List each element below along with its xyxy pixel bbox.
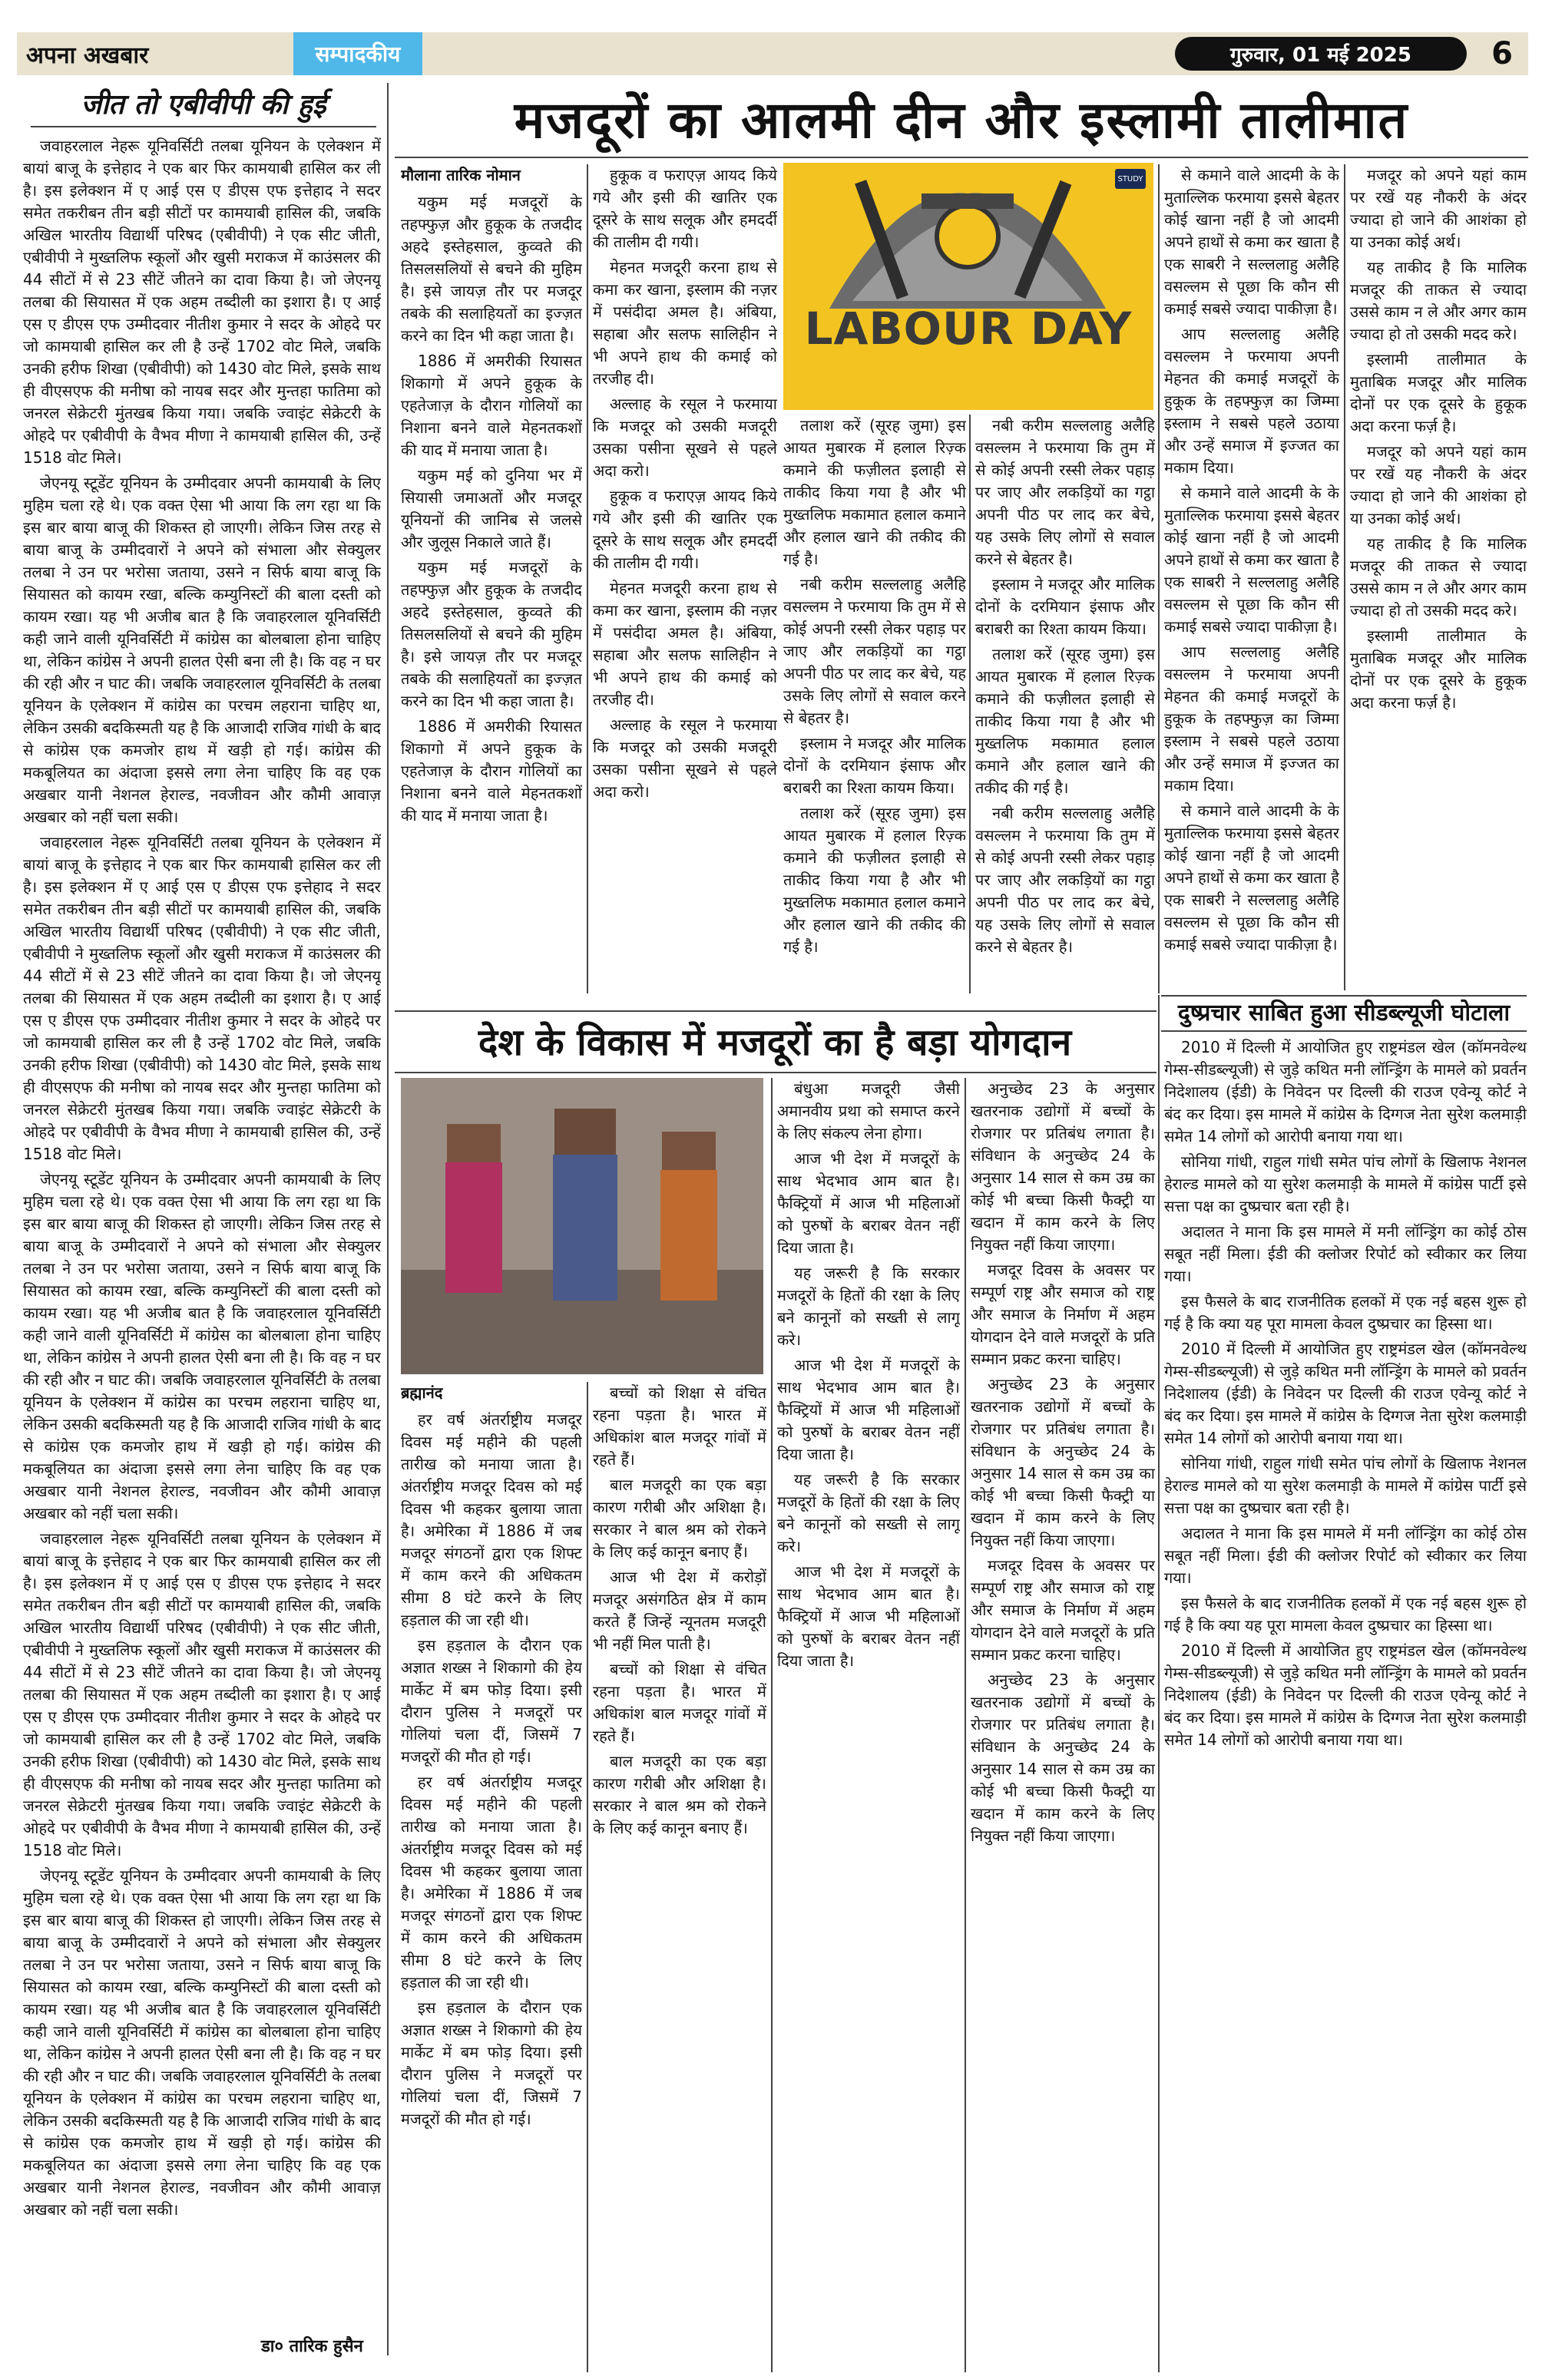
paragraph: जेएनयू स्टूडेंट यूनियन के उम्मीदवार अपनी कामयाबी के लिए मुहिम चला रहे थे। एक वक्त ऐसा भी आया कि लग रहा था कि इस बार बाया बाजू की शिकस्त हो जाएगी। लेकिन जिस तरह से बाया बाजू के उम्मीदवारों ने अपने को संभाला और सेक्युलर तलबा ने उन पर भरोसा जताया, उसने न सिर्फ बाया बाजू कि सियासत को कायम रखा, बल्कि कम्युनिस्टों की बाला दस्ती को कायम रखा। यह भी अजीब बात है कि जवाहरलाल यूनिवर्सिटी कही जाने वाली यूनिवर्सिटी में कांग्रेस का बोलबाला होना चाहिए था, लेकिन कांग्रेस ने अपनी हालत ऐसी बना ली है। कि वह न घर की रही और न घाट की। जबकि जवाहरलाल यूनिवर्सिटी के तलबा यूनियन के एलेक्शन में कांग्रेस का परचम लहराना चाहिए था, लेकिन उसकी बदकिस्मती यह है कि आजादी राजिव गांधी के बाद से कांग्रेस एक कमजोर हाथ में खड़ी हो गई। कांग्रेस की मकबूलियत का अंदाजा इससे लगा लेना चाहिए कि वह एक अखबार यानी नेशनल हेराल्ड, नवजीवन और कौमी आवाज़ अखबार को नहीं चला सकी।: [23, 474, 381, 826]
paragraph: अल्लाह के रसूल ने फरमाया कि मजदूर को उसकी मजदूरी उसका पसीना सूखने से पहले अदा करो।: [593, 395, 777, 480]
issue-date: गुरुवार, 01 मई 2025: [1175, 37, 1467, 71]
second-col-2: [593, 1382, 766, 2372]
paragraph: जवाहरलाल नेहरू यूनिवर्सिटी तलबा यूनियन के एलेक्शन में बायां बाजू के इत्तेहाद ने एक बार फिर कामयाबी हासिल कर ली है। इस इलेक्शन में ए आई एस ए डीएस एफ इत्तेहाद ने सदर समेत तकरीबन तीन बड़ी सीटों पर कामयाबी हासिल की, जबकि अखिल भारतीय विद्यार्थी परिषद (एबीवीपी) ने एक सीट जीती, एबीवीपी ने मुख्तलिफ स्कूलों और खुसी मराकज में काउंसलर की 44 सीटों में से 23 सीटें जीतने का दावा किया है। जो जेएनयू तलबा की सियासत में एक अहम तब्दीली का इशारा है। ए आई एस ए डीएस एफ उम्मीदवार नीतीश कुमार ने सदर के ओहदे पर जो कामयाबी हासिल कर ली है उन्हें 1702 वोट मिले, जबकि उनकी हरीफ शिखा (एबीवीपी) को 1430 वोट मिले, इसके साथ ही वीएसएफ की मनीषा को नायब सदर और मुन्तहा फातिमा को जनरल सेक्रेटरी मुंतखब किया गया। जबकि ज्वाइंट सेक्रेटरी के ओहदे पर एबीवीपी के वैभव मीणा ने कामयाबी हासिल की, उन्हें 1518 वोट मिले।: [23, 137, 381, 467]
paragraph: बच्चों को शिक्षा से वंचित रहना पड़ता है। भारत में अधिकांश बाल मजदूर गांवों में रहते हैं।: [593, 1660, 766, 1745]
paragraph: बाल मजदूरी का एक बड़ा कारण गरीबी और अशिक्षा है। सरकार ने बाल श्रम को रोकने के लिए कई कानून बनाए हैं।: [593, 1476, 766, 1561]
paragraph: जवाहरलाल नेहरू यूनिवर्सिटी तलबा यूनियन के एलेक्शन में बायां बाजू के इत्तेहाद ने एक बार फिर कामयाबी हासिल कर ली है। इस इलेक्शन में ए आई एस ए डीएस एफ इत्तेहाद ने सदर समेत तकरीबन तीन बड़ी सीटों पर कामयाबी हासिल की, जबकि अखिल भारतीय विद्यार्थी परिषद (एबीवीपी) ने एक सीट जीती, एबीवीपी ने मुख्तलिफ स्कूलों और खुसी मराकज में काउंसलर की 44 सीटों में से 23 सीटें जीतने का दावा किया है। जो जेएनयू तलबा की सियासत में एक अहम तब्दीली का इशारा है। ए आई एस ए डीएस एफ उम्मीदवार नीतीश कुमार ने सदर के ओहदे पर जो कामयाबी हासिल कर ली है उन्हें 1702 वोट मिले, जबकि उनकी हरीफ शिखा (एबीवीपी) को 1430 वोट मिले, इसके साथ ही वीएसएफ की मनीषा को नायब सदर और मुन्तहा फातिमा को जनरल सेक्रेटरी मुंतखब किया गया। जबकि ज्वाइंट सेक्रेटरी के ओहदे पर एबीवीपी के वैभव मीणा ने कामयाबी हासिल की, उन्हें 1518 वोट मिले।: [23, 1529, 381, 1859]
headline-rule: [395, 157, 1528, 158]
labour-day-graphic: [783, 163, 1153, 410]
tools-illustration: [783, 163, 1153, 410]
masthead: [17, 32, 1528, 75]
paragraph: आज भी देश में मजदूरों के साथ भेदभाव आम बात है। फैक्ट्रियों में आज भी महिलाओं को पुरुषों के बराबर वेतन नहीं दिया जाता है।: [777, 1562, 960, 1670]
paragraph: यह जरूरी है कि सरकार मजदूरों के हितों की रक्षा के लिए बने कानूनों को सख्ती से लागू करे।: [777, 1470, 960, 1555]
paragraph: इस्लामी तालीमात के मुताबिक मजदूर और मालिक दोनों पर एक दूसरे के हुकूक अदा करना फर्ज़ है।: [1350, 626, 1527, 712]
paragraph: अल्लाह के रसूल ने फरमाया कि मजदूर को उसकी मजदूरी उसका पसीना सूखने से पहले अदा करो।: [593, 716, 777, 801]
paragraph: यकुम मई मजदूरों के तहफ्फुज़ और हुकूक के तजदीद अहदे इस्तेहसाल, कुव्वते की तिसलसलियों से बचने की मुहिम है। इसे जायज़ तौर पर मजदूर तबके की सलाहियतों का इज्ज़त करने का दिन भी कहा जाता है।: [401, 193, 582, 345]
paragraph: यह ताकीद है कि मालिक मजदूर की ताकत से ज्यादा उससे काम न ले और अगर काम ज्यादा हो तो उसकी मदद करे।: [1350, 258, 1527, 343]
main-col-4: [1164, 164, 1339, 990]
labour-day-text: LABOUR DAY: [804, 302, 1133, 355]
paragraph: से कमाने वाले आदमी के के मुताल्लिक फरमाया इससे बेहतर कोई खाना नहीं है जो आदमी अपने हाथों से कमा कर खाता है एक साबरी ने सल्ललाहु अलैहि वसल्लम से पूछा कि कौन सी कमाई सबसे ज्यादा पाकीज़ा है।: [1164, 802, 1339, 954]
paragraph: इस्लाम ने मजदूर और मालिक दोनों के दरमियान इंसाफ और बराबरी का रिश्ता कायम किया।: [783, 734, 966, 797]
paragraph: इस हड़ताल के दौरान एक अज्ञात शख्स ने शिकागो की हेय मार्केट में बम फोड़ दिया। इसी दौरान पुलिस ने मजदूरों पर गोलियां चला दीं, जिसमें 7 मजदूरों की मौत हो गई।: [401, 1636, 582, 1766]
paragraph: तलाश करें (सूरह जुमा) इस आयत मुबारक में हलाल रिज़्क कमाने की फज़ीलत इलाही से ताकीद किया गया है और भी मुख्तलिफ मकामात हलाल कमाने और हलाल खाने की तकीद की गई है।: [783, 804, 966, 956]
paragraph: 1886 में अमरीकी रियासत शिकागो में अपने हुकूक के एहतेजाज़ के दौरान गोलियों का निशाना बनने वाले मेहनतकशों की याद में मनाया जाता है।: [401, 352, 582, 459]
second-headline: देश के विकास में मजदूरों का है बड़ा योगदान: [478, 1021, 1072, 1064]
paragraph: अदालत ने माना कि इस मामले में मनी लॉन्ड्रिंग का कोई ठोस सबूत नहीं मिला। ईडी की क्लोजर रिपोर्ट को स्वीकार कर लिया गया।: [1164, 1222, 1527, 1285]
col-divider: [1158, 164, 1160, 993]
col-divider: [587, 164, 588, 993]
paragraph: 2010 में दिल्ली में आयोजित हुए राष्ट्रमंडल खेल (कॉमनवेल्थ गेम्स-सीडब्ल्यूजी) से जुड़े कथित मनी लॉन्ड्रिंग के मामले को प्रवर्तन निदेशालय (ईडी) के निवेदन पर दिल्ली की राउज एवेन्यू कोर्ट ने बंद कर दिया। इस मामले में कांग्रेस के दिग्गज नेता सुरेश कलमाड़ी समेत 14 लोगों को आरोपी बनाया गया था।: [1164, 1340, 1527, 1447]
paragraph: जेएनयू स्टूडेंट यूनियन के उम्मीदवार अपनी कामयाबी के लिए मुहिम चला रहे थे। एक वक्त ऐसा भी आया कि लग रहा था कि इस बार बाया बाजू की शिकस्त हो जाएगी। लेकिन जिस तरह से बाया बाजू के उम्मीदवारों ने अपने को संभाला और सेक्युलर तलबा ने उन पर भरोसा जताया, उसने न सिर्फ बाया बाजू कि सियासत को कायम रखा, बल्कि कम्युनिस्टों की बाला दस्ती को कायम रखा। यह भी अजीब बात है कि जवाहरलाल यूनिवर्सिटी कही जाने वाली यूनिवर्सिटी में कांग्रेस का बोलबाला होना चाहिए था, लेकिन कांग्रेस ने अपनी हालत ऐसी बना ली है। कि वह न घर की रही और न घाट की। जबकि जवाहरलाल यूनिवर्सिटी के तलबा यूनियन के एलेक्शन में कांग्रेस का परचम लहराना चाहिए था, लेकिन उसकी बदकिस्मती यह है कि आजादी राजिव गांधी के बाद से कांग्रेस एक कमजोर हाथ में खड़ी हो गई। कांग्रेस की मकबूलियत का अंदाजा इससे लगा लेना चाहिए कि वह एक अखबार यानी नेशनल हेराल्ड, नवजीवन और कौमी आवाज़ अखबार को नहीं चला सकी।: [23, 1866, 381, 2219]
main-col-5: [1350, 164, 1527, 990]
second-byline: ब्रह्मानंद: [401, 1383, 443, 1402]
paragraph: 1886 में अमरीकी रियासत शिकागो में अपने हुकूक के एहतेजाज़ के दौरान गोलियों का निशाना बनने वाले मेहनतकशों की याद में मनाया जाता है।: [401, 717, 582, 825]
col-divider: [1158, 995, 1160, 2372]
col-divider: [1344, 164, 1345, 990]
paragraph: नबी करीम सल्ललाहु अलैहि वसल्लम ने फरमाया कि तुम में से कोई अपनी रस्सी लेकर पहाड़ पर जाए और लकड़ियों का गट्ठा अपनी पीठ पर लाद कर बेचे, यह उसके लिए लोगों से सवाल करने से बेहतर है।: [975, 804, 1155, 956]
paragraph: आज भी देश में मजदूरों के साथ भेदभाव आम बात है। फैक्ट्रियों में आज भी महिलाओं को पुरुषों के बराबर वेतन नहीं दिया जाता है।: [777, 1149, 960, 1257]
paragraph: मजदूर को अपने यहां काम पर रखें यह नौकरी के अंदर ज्यादा हो जाने की आशंका हो या उनका कोई अर्थ।: [1350, 166, 1527, 251]
paragraph: इस हड़ताल के दौरान एक अज्ञात शख्स ने शिकागो की हेय मार्केट में बम फोड़ दिया। इसी दौरान पुलिस ने मजदूरों पर गोलियां चला दीं, जिसमें 7 मजदूरों की मौत हो गई।: [401, 1998, 582, 2128]
col-divider: [771, 1078, 773, 2372]
workers-photo-illustration: [401, 1078, 763, 1374]
paragraph: यकुम मई मजदूरों के तहफ्फुज़ और हुकूक के तजदीद अहदे इस्तेहसाल, कुव्वते की तिसलसलियों से बचने की मुहिम है। इसे जायज़ तौर पर मजदूर तबके की सलाहियतों का इज्ज़त करने का दिन भी कहा जाता है।: [401, 558, 582, 710]
paragraph: बच्चों को शिक्षा से वंचित रहना पड़ता है। भारत में अधिकांश बाल मजदूर गांवों में रहते हैं।: [593, 1383, 766, 1469]
main-byline: मौलाना तारिक नोमान: [401, 166, 521, 184]
paragraph: से कमाने वाले आदमी के के मुताल्लिक फरमाया इससे बेहतर कोई खाना नहीं है जो आदमी अपने हाथों से कमा कर खाता है एक साबरी ने सल्ललाहु अलैहि वसल्लम से पूछा कि कौन सी कमाई सबसे ज्यादा पाकीज़ा है।: [1164, 484, 1339, 636]
paragraph: मजदूर दिवस के अवसर पर सम्पूर्ण राष्ट्र और समाज को राष्ट्र और समाज के निर्माण में अहम योगदान देने वाले मजदूरों के प्रति सम्मान प्रकट करना चाहिए।: [971, 1556, 1155, 1664]
paragraph: नबी करीम सल्ललाहु अलैहि वसल्लम ने फरमाया कि तुम में से कोई अपनी रस्सी लेकर पहाड़ पर जाए और लकड़ियों का गट्ठा अपनी पीठ पर लाद कर बेचे, यह उसके लिए लोगों से सवाल करने से बेहतर है।: [975, 416, 1155, 568]
left-editorial-title: जीत तो एबीवीपी की हुई: [81, 89, 326, 121]
paragraph: यह जरूरी है कि सरकार मजदूरों के हितों की रक्षा के लिए बने कानूनों को सख्ती से लागू करे।: [777, 1264, 960, 1349]
paragraph: इस फैसले के बाद राजनीतिक हलकों में एक नई बहस शुरू हो गई है कि क्या यह पूरा मामला केवल दुष्प्रचार का हिस्सा था।: [1164, 1292, 1527, 1333]
paragraph: नबी करीम सल्ललाहु अलैहि वसल्लम ने फरमाया कि तुम में से कोई अपनी रस्सी लेकर पहाड़ पर जाए और लकड़ियों का गट्ठा अपनी पीठ पर लाद कर बेचे, यह उसके लिए लोगों से सवाल करने से बेहतर है।: [783, 575, 966, 727]
paragraph: सोनिया गांधी, राहुल गांधी समेत पांच लोगों के खिलाफ नेशनल हेराल्ड मामले को या सुरेश कलमाड़ी के मामले में कांग्रेस पार्टी इसे सत्ता पक्ष का दुष्प्रचार बता रही है।: [1164, 1152, 1527, 1215]
paragraph: से कमाने वाले आदमी के के मुताल्लिक फरमाया इससे बेहतर कोई खाना नहीं है जो आदमी अपने हाथों से कमा कर खाता है एक साबरी ने सल्ललाहु अलैहि वसल्लम से पूछा कि कौन सी कमाई सबसे ज्यादा पाकीज़ा है।: [1164, 166, 1339, 318]
main-col-2: [593, 164, 777, 993]
paragraph: जेएनयू स्टूडेंट यूनियन के उम्मीदवार अपनी कामयाबी के लिए मुहिम चला रहे थे। एक वक्त ऐसा भी आया कि लग रहा था कि इस बार बाया बाजू की शिकस्त हो जाएगी। लेकिन जिस तरह से बाया बाजू के उम्मीदवारों ने अपने को संभाला और सेक्युलर तलबा ने उन पर भरोसा जताया, उसने न सिर्फ बाया बाजू कि सियासत को कायम रखा, बल्कि कम्युनिस्टों की बाला दस्ती को कायम रखा। यह भी अजीब बात है कि जवाहरलाल यूनिवर्सिटी कही जाने वाली यूनिवर्सिटी में कांग्रेस का बोलबाला होना चाहिए था, लेकिन कांग्रेस ने अपनी हालत ऐसी बना ली है। कि वह न घर की रही और न घाट की। जबकि जवाहरलाल यूनिवर्सिटी के तलबा यूनियन के एलेक्शन में कांग्रेस का परचम लहराना चाहिए था, लेकिन उसकी बदकिस्मती यह है कि आजादी राजिव गांधी के बाद से कांग्रेस एक कमजोर हाथ में खड़ी हो गई। कांग्रेस की मकबूलियत का अंदाजा इससे लगा लेना चाहिए कि वह एक अखबार यानी नेशनल हेराल्ड, नवजीवन और कौमी आवाज़ अखबार को नहीं चला सकी।: [23, 1170, 381, 1522]
paragraph: अनुच्छेद 23 के अनुसार खतरनाक उद्योगों में बच्चों के रोजगार पर प्रतिबंध लगाता है। संविधान के अनुच्छेद 24 के अनुसार 14 साल से कम उम्र का कोई भी बच्चा किसी फैक्ट्री या खदान में काम करने के लिए नियुक्त नहीं किया जाएगा।: [971, 1671, 1155, 1845]
paragraph: बाल मजदूरी का एक बड़ा कारण गरीबी और अशिक्षा है। सरकार ने बाल श्रम को रोकने के लिए कई कानून बनाए हैं।: [593, 1752, 766, 1837]
paragraph: आप सल्ललाहु अलैहि वसल्लम ने फरमाया अपनी मेहनत की कमाई मजदूरों के हुकूक के तहफ्फुज़ का जिम्मा इस्लाम ने सबसे पहले उठाया और उन्हें समाज में इज्जत का मकाम दिया।: [1164, 643, 1339, 795]
paragraph: मजदूर दिवस के अवसर पर सम्पूर्ण राष्ट्र और समाज को राष्ट्र और समाज के निर्माण में अहम योगदान देने वाले मजदूरों के प्रति सम्मान प्रकट करना चाहिए।: [971, 1261, 1155, 1368]
paragraph: हुकूक व फराएज़ आयद किये गये और इसी की खातिर एक दूसरे के साथ सलूक और हमदर्दी की तालीम दी गयी।: [593, 487, 777, 572]
paragraph: यकुम मई को दुनिया भर में सियासी जमाअतों और मजदूर यूनियनों की जानिब से जलसे और जुलूस निकाले जाते हैं।: [401, 466, 582, 551]
paragraph: हर वर्ष अंतर्राष्ट्रीय मजदूर दिवस मई महीने की पहली तारीख को मनाया जाता है। अंतर्राष्ट्रीय मजदूर दिवस को मई दिवस भी कहकर बुलाया जाता है। अमेरिका में 1886 में जब मजदूर संगठनों द्वारा एक शिफ्ट में काम करने की अधिकतम सीमा 8 घंटे करने के लिए हड़ताल की जा रही थी।: [401, 1410, 582, 1629]
paragraph: आज भी देश में करोड़ों मजदूर असंगठित क्षेत्र में काम करते हैं जिन्हें न्यूनतम मजदूरी भी नहीं मिल पाती है।: [593, 1568, 766, 1653]
third-body: [1164, 1036, 1527, 2372]
paragraph: अनुच्छेद 23 के अनुसार खतरनाक उद्योगों में बच्चों के रोजगार पर प्रतिबंध लगाता है। संविधान के अनुच्छेद 24 के अनुसार 14 साल से कम उम्र का कोई भी बच्चा किसी फैक्ट्री या खदान में काम करने के लिए नियुक्त नहीं किया जाएगा।: [971, 1079, 1155, 1254]
paragraph: इस्लामी तालीमात के मुताबिक मजदूर और मालिक दोनों पर एक दूसरे के हुकूक अदा करना फर्ज़ है।: [1350, 350, 1527, 435]
section-tab: सम्पादकीय: [293, 32, 422, 75]
paper-name: अपना अखबार: [17, 32, 293, 75]
paragraph: जवाहरलाल नेहरू यूनिवर्सिटी तलबा यूनियन के एलेक्शन में बायां बाजू के इत्तेहाद ने एक बार फिर कामयाबी हासिल कर ली है। इस इलेक्शन में ए आई एस ए डीएस एफ इत्तेहाद ने सदर समेत तकरीबन तीन बड़ी सीटों पर कामयाबी हासिल की, जबकि अखिल भारतीय विद्यार्थी परिषद (एबीवीपी) ने एक सीट जीती, एबीवीपी ने मुख्तलिफ स्कूलों और खुसी मराकज में काउंसलर की 44 सीटों में से 23 सीटें जीतने का दावा किया है। जो जेएनयू तलबा की सियासत में एक अहम तब्दीली का इशारा है। ए आई एस ए डीएस एफ उम्मीदवार नीतीश कुमार ने सदर के ओहदे पर जो कामयाबी हासिल कर ली है उन्हें 1702 वोट मिले, जबकि उनकी हरीफ शिखा (एबीवीपी) को 1430 वोट मिले, इसके साथ ही वीएसएफ की मनीषा को नायब सदर और मुन्तहा फातिमा को जनरल सेक्रेटरी मुंतखब किया गया। जबकि ज्वाइंट सेक्रेटरी के ओहदे पर एबीवीपी के वैभव मीणा ने कामयाबी हासिल की, उन्हें 1518 वोट मिले।: [23, 833, 381, 1163]
main-col-1: [401, 164, 582, 993]
third-headline: दुष्प्रचार साबित हुआ सीडब्ल्यूजी घोटाला: [1161, 995, 1527, 1032]
left-signature: डा० तारिक हुसैन: [261, 2337, 363, 2356]
paragraph: मेहनत मजदूरी करना हाथ से कमा कर खाना, इस्लाम की नज़र में पसंदीदा अमल है। अंबिया, सहाबा और सलफ सालिहीन ने भी अपने हाथ की कमाई को तरजीह दी।: [593, 579, 777, 709]
paragraph: मजदूर को अपने यहां काम पर रखें यह नौकरी के अंदर ज्यादा हो जाने की आशंका हो या उनका कोई अर्थ।: [1350, 442, 1527, 527]
main-col-3b: [975, 415, 1155, 993]
paragraph: तलाश करें (सूरह जुमा) इस आयत मुबारक में हलाल रिज़्क कमाने की फज़ीलत इलाही से ताकीद किया गया है और भी मुख्तलिफ मकामात हलाल कमाने और हलाल खाने की तकीद की गई है।: [975, 645, 1155, 797]
workers-photo: [401, 1078, 763, 1374]
paragraph: अदालत ने माना कि इस मामले में मनी लॉन्ड्रिंग का कोई ठोस सबूत नहीं मिला। ईडी की क्लोजर रिपोर्ट को स्वीकार कर लिया गया।: [1164, 1524, 1527, 1587]
paragraph: आप सल्ललाहु अलैहि वसल्लम ने फरमाया अपनी मेहनत की कमाई मजदूरों के हुकूक के तहफ्फुज़ का जिम्मा इस्लाम ने सबसे पहले उठाया और उन्हें समाज में इज्जत का मकाम दिया।: [1164, 325, 1339, 477]
paragraph: तलाश करें (सूरह जुमा) इस आयत मुबारक में हलाल रिज़्क कमाने की फज़ीलत इलाही से ताकीद किया गया है और भी मुख्तलिफ मकामात हलाल कमाने और हलाल खाने की तकीद की गई है।: [783, 416, 966, 568]
second-col-4: [971, 1078, 1155, 2372]
title-rule: [31, 126, 376, 127]
paragraph: सोनिया गांधी, राहुल गांधी समेत पांच लोगों के खिलाफ नेशनल हेराल्ड मामले को या सुरेश कलमाड़ी के मामले में कांग्रेस पार्टी इसे सत्ता पक्ष का दुष्प्रचार बता रही है।: [1164, 1454, 1527, 1517]
paragraph: बंधुआ मजदूरी जैसी अमानवीय प्रथा को समाप्त करने के लिए संकल्प लेना होगा।: [777, 1079, 960, 1142]
col-divider: [965, 1078, 966, 2372]
paragraph: इस फैसले के बाद राजनीतिक हलकों में एक नई बहस शुरू हो गई है कि क्या यह पूरा मामला केवल दुष्प्रचार का हिस्सा था।: [1164, 1594, 1527, 1635]
study-logo: STUDY: [1115, 169, 1146, 189]
paragraph: आज भी देश में मजदूरों के साथ भेदभाव आम बात है। फैक्ट्रियों में आज भी महिलाओं को पुरुषों के बराबर वेतन नहीं दिया जाता है।: [777, 1356, 960, 1463]
left-editorial-body: [23, 135, 381, 2329]
section-rule: [395, 1072, 1156, 1073]
page-number: 6: [1476, 32, 1528, 75]
paragraph: हुकूक व फराएज़ आयद किये गये और इसी की खातिर एक दूसरे के साथ सलूक और हमदर्दी की तालीम दी गयी।: [593, 166, 777, 251]
second-col-3: [777, 1078, 960, 2372]
col-divider: [587, 1382, 588, 2372]
paragraph: अनुच्छेद 23 के अनुसार खतरनाक उद्योगों में बच्चों के रोजगार पर प्रतिबंध लगाता है। संविधान के अनुच्छेद 24 के अनुसार 14 साल से कम उम्र का कोई भी बच्चा किसी फैक्ट्री या खदान में काम करने के लिए नियुक्त नहीं किया जाएगा।: [971, 1375, 1155, 1549]
section-rule: [395, 1010, 1156, 1012]
paragraph: मेहनत मजदूरी करना हाथ से कमा कर खाना, इस्लाम की नज़र में पसंदीदा अमल है। अंबिया, सहाबा और सलफ सालिहीन ने भी अपने हाथ की कमाई को तरजीह दी।: [593, 258, 777, 388]
paragraph: इस्लाम ने मजदूर और मालिक दोनों के दरमियान इंसाफ और बराबरी का रिश्ता कायम किया।: [975, 575, 1155, 638]
paragraph: हर वर्ष अंतर्राष्ट्रीय मजदूर दिवस मई महीने की पहली तारीख को मनाया जाता है। अंतर्राष्ट्रीय मजदूर दिवस को मई दिवस भी कहकर बुलाया जाता है। अमेरिका में 1886 में जब मजदूर संगठनों द्वारा एक शिफ्ट में काम करने की अधिकतम सीमा 8 घंटे करने के लिए हड़ताल की जा रही थी।: [401, 1773, 582, 1992]
main-col-3: [783, 415, 966, 993]
second-col-1: [401, 1382, 582, 2372]
paragraph: 2010 में दिल्ली में आयोजित हुए राष्ट्रमंडल खेल (कॉमनवेल्थ गेम्स-सीडब्ल्यूजी) से जुड़े कथित मनी लॉन्ड्रिंग के मामले को प्रवर्तन निदेशालय (ईडी) के निवेदन पर दिल्ली की राउज एवेन्यू कोर्ट ने बंद कर दिया। इस मामले में कांग्रेस के दिग्गज नेता सुरेश कलमाड़ी समेत 14 लोगों को आरोपी बनाया गया था।: [1164, 1641, 1527, 1749]
paragraph: यह ताकीद है कि मालिक मजदूर की ताकत से ज्यादा उससे काम न ले और अगर काम ज्यादा हो तो उसकी मदद करे।: [1350, 534, 1527, 620]
col-divider: [969, 415, 971, 993]
main-headline: मजदूरों का आलमी दीन और इस्लामी तालीमात: [514, 91, 1409, 150]
paragraph: 2010 में दिल्ली में आयोजित हुए राष्ट्रमंडल खेल (कॉमनवेल्थ गेम्स-सीडब्ल्यूजी) से जुड़े कथित मनी लॉन्ड्रिंग के मामले को प्रवर्तन निदेशालय (ईडी) के निवेदन पर दिल्ली की राउज एवेन्यू कोर्ट ने बंद कर दिया। इस मामले में कांग्रेस के दिग्गज नेता सुरेश कलमाड़ी समेत 14 लोगों को आरोपी बनाया गया था।: [1164, 1038, 1527, 1145]
